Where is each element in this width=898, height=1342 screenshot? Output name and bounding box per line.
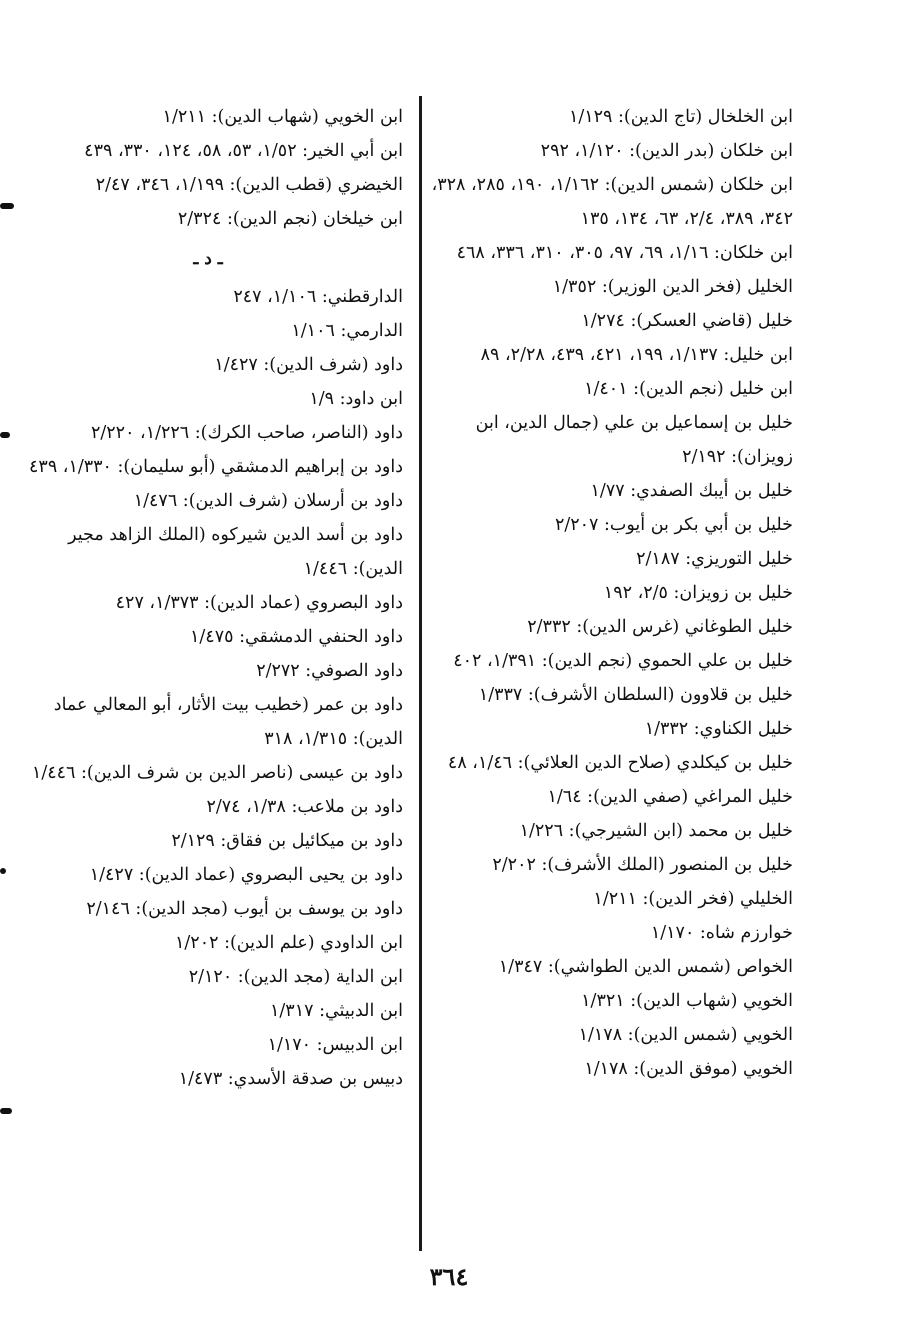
- index-entry: ابن الخلخال (تاج الدين): ١/١٢٩: [568, 107, 793, 127]
- index-entry: داود (شرف الدين): ١/٤٢٧: [214, 355, 403, 375]
- index-entry: الخويي (موفق الدين): ١/١٧٨: [584, 1059, 793, 1079]
- index-entry: خليل بن زويزان: ٢/٥، ١٩٢: [603, 583, 793, 603]
- index-entry: ابن خليل (نجم الدين): ١/٤٠١: [584, 379, 793, 399]
- index-column-right: [421, 100, 793, 1086]
- index-entry: دبيس بن صدقة الأسدي: ١/٤٧٣: [178, 1069, 403, 1089]
- index-entry: داود بن عيسى (ناصر الدين بن شرف الدين): ١/٤٤٦: [31, 763, 403, 783]
- page-number: ٣٦٤: [429, 1262, 469, 1291]
- index-entry: داود بن أرسلان (شرف الدين): ١/٤٧٦: [133, 491, 403, 511]
- index-entry: داود بن ملاعب: ١/٣٨، ٢/٧٤: [206, 797, 403, 817]
- scan-mark: [0, 203, 14, 209]
- index-entry: خليل بن علي الحموي (نجم الدين): ١/٣٩١، ٤٠٢: [453, 651, 793, 671]
- index-column-left: [13, 100, 403, 1096]
- index-entry: الخواص (شمس الدين الطواشي): ١/٣٤٧: [498, 957, 793, 977]
- index-entry: ابن خليل: ١/١٣٧، ١٩٩، ٤٢١، ٤٣٩، ٢/٢٨، ٨٩: [480, 345, 793, 365]
- index-entry: داود بن ميكائيل بن فقاق: ٢/١٢٩: [171, 831, 403, 851]
- index-entry: داود بن عمر (خطيب بيت الأثار، أبو المعالي عماد الدين): ١/٣١٥، ٣١٨: [53, 695, 403, 749]
- index-entry: داود البصروي (عماد الدين): ١/٣٧٣، ٤٢٧: [115, 593, 403, 613]
- index-entry: ابن الدبيثي: ١/٣١٧: [270, 1001, 403, 1021]
- index-entry: خليل بن أيبك الصفدي: ١/٧٧: [590, 481, 793, 501]
- index-entry: الخليل (فخر الدين الوزير): ١/٣٥٢: [552, 277, 793, 297]
- scan-mark: [0, 1108, 12, 1114]
- index-entry: داود بن إبراهيم الدمشقي (أبو سليمان): ١/٣٣٠، ٤٣٩: [29, 457, 403, 477]
- index-entry: ابن أبي الخير: ١/٥٢، ٥٣، ٥٨، ١٢٤، ٣٣٠، ٤٣٩: [84, 141, 403, 161]
- index-entry: داود الحنفي الدمشقي: ١/٤٧٥: [190, 627, 403, 647]
- index-entry: ابن داود: ١/٩: [309, 389, 403, 409]
- index-entry: ابن الدبيس: ١/١٧٠: [267, 1035, 403, 1055]
- index-entry: الدارمي: ١/١٠٦: [291, 321, 403, 341]
- scan-mark: [0, 868, 6, 874]
- column-divider: [419, 96, 422, 1251]
- scan-mark: [0, 432, 10, 438]
- index-entry: الخويي (شهاب الدين): ١/٣٢١: [581, 991, 793, 1011]
- index-entry: خليل بن محمد (ابن الشيرجي): ١/٢٢٦: [519, 821, 793, 841]
- index-entry: الدارقطني: ١/١٠٦، ٢٤٧: [233, 287, 403, 307]
- index-entry: خليل الطوغاني (غرس الدين): ٢/٣٣٢: [527, 617, 793, 637]
- index-entry: ابن خيلخان (نجم الدين): ٢/٣٢٤: [177, 209, 403, 229]
- index-entry: الخيضري (قطب الدين): ١/١٩٩، ٣٤٦، ٢/٤٧: [95, 175, 403, 195]
- index-entry: ابن الداية (مجد الدين): ٢/١٢٠: [188, 967, 403, 987]
- index-entry: خليل الكناوي: ١/٣٣٢: [644, 719, 793, 739]
- index-entry: داود بن أسد الدين شيركوه (الملك الزاهد مجير الدين): ١/٤٤٦: [68, 525, 403, 579]
- index-entry: ابن خلكان (شمس الدين): ١/١٦٢، ١٩٠، ٢٨٥، ٣٢٨، ٣٤٢، ٣٨٩، ٢/٤، ٦٣، ١٣٤، ١٣٥: [431, 175, 793, 229]
- index-entry: خليل بن أبي بكر بن أيوب: ٢/٢٠٧: [554, 515, 793, 535]
- left-entries-kha: [13, 100, 403, 236]
- index-entry: خليل (قاضي العسكر): ١/٢٧٤: [581, 311, 793, 331]
- index-entry: خليل بن كيكلدي (صلاح الدين العلائي): ١/٤٦، ٤٨: [447, 753, 793, 773]
- index-entry: داود الصوفي: ٢/٢٧٢: [256, 661, 403, 681]
- index-entry: الخويي (شمس الدين): ١/١٧٨: [578, 1025, 793, 1045]
- index-entry: خليل بن إسماعيل بن علي (جمال الدين، ابن زويزان): ٢/١٩٢: [475, 413, 793, 467]
- index-entry: ابن خلكان (بدر الدين): ١/١٢٠، ٢٩٢: [540, 141, 793, 161]
- index-entry: الخليلي (فخر الدين): ١/٢١١: [593, 889, 793, 909]
- left-entries-dal: [13, 280, 403, 1096]
- index-entry: خليل التوريزي: ٢/١٨٧: [636, 549, 793, 569]
- index-entry: ابن الداودي (علم الدين): ١/٢٠٢: [175, 933, 403, 953]
- index-entry: خوارزم شاه: ١/١٧٠: [650, 923, 793, 943]
- section-letter-dal: ـ د ـ: [193, 249, 223, 269]
- index-entry: داود بن يوسف بن أيوب (مجد الدين): ٢/١٤٦: [86, 899, 403, 919]
- index-entry: ابن خلكان: ١/١٦، ٦٩، ٩٧، ٣٠٥، ٣١٠، ٣٣٦، ٤٦٨: [456, 243, 793, 263]
- index-entry: خليل المراغي (صفي الدين): ١/٦٤: [547, 787, 793, 807]
- index-entry: ابن الخويي (شهاب الدين): ١/٢١١: [162, 107, 403, 127]
- index-entry: داود (الناصر، صاحب الكرك): ١/٢٢٦، ٢/٢٢٠: [90, 423, 403, 443]
- index-entry: خليل بن المنصور (الملك الأشرف): ٢/٢٠٢: [492, 855, 793, 875]
- index-entry: داود بن يحيى البصروي (عماد الدين): ١/٤٢٧: [89, 865, 403, 885]
- index-entry: خليل بن قلاوون (السلطان الأشرف): ١/٣٣٧: [478, 685, 793, 705]
